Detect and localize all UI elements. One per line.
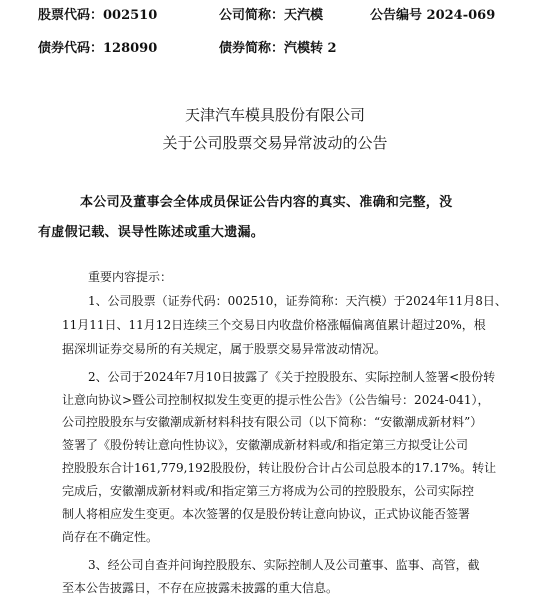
paragraph-2-line-8: 尚存在不确定性。 [62, 530, 159, 544]
paragraph-3-line-2: 至本公告披露日，不存在应披露未披露的重大信息。 [62, 581, 339, 595]
company-short-name: 公司简称：天汽模 [219, 8, 324, 23]
stock-code: 股票代码：002510 [38, 8, 158, 23]
header-row-2 [0, 38, 550, 60]
paragraph-3-line-1: 3、经公司自查并问询控股股东、实际控制人及公司董事、监事、高管，截 [88, 558, 480, 572]
paragraph-2-line-5: 控股股东合计161,779,192股股份，转让股份合计占公司总股本的17.17%。转让 [62, 461, 497, 475]
paragraph-2-line-6: 完成后，安徽潮成新材料或/和指定第三方将成为公司的控股股东，公司实际控 [62, 484, 475, 498]
bond-short-name: 债券简称：汽模转 2 [219, 41, 337, 56]
paragraph-1-line-2: 11月11日、11月12日连续三个交易日内收盘价格涨幅偏离值累计超过20%，根 [62, 318, 486, 332]
paragraph-2-line-7: 制人将相应发生变更。本次签署的仅是股份转让意向协议，正式协议能否签署 [62, 507, 471, 521]
paragraph-1-line-3: 据深圳证券交易所的有关规定，属于股票交易异常波动情况。 [62, 342, 387, 356]
announcement-title: 关于公司股票交易异常波动的公告 [162, 134, 388, 152]
assurance-statement-line-1: 本公司及董事会全体成员保证公告内容的真实、准确和完整，没 [80, 195, 453, 210]
paragraph-2-line-4: 签署了《股份转让意向性协议》，安徽潮成新材料或/和指定第三方拟受让公司 [62, 438, 469, 452]
company-title: 天津汽车模具股份有限公司 [184, 106, 365, 124]
announcement-number: 公告编号 2024-069 [370, 8, 496, 23]
paragraph-2-line-3: 公司控股股东与安徽潮成新材料科技有限公司（以下简称：“安徽潮成新材料”） [62, 415, 483, 429]
paragraph-1-line-1: 1、公司股票（证券代码：002510，证券简称：天汽模）于2024年11月8日、 [88, 294, 507, 308]
assurance-statement-line-2: 有虚假记载、误导性陈述或重大遗漏。 [38, 225, 265, 240]
key-points-heading: 重要内容提示： [88, 270, 173, 284]
paragraph-2-line-2: 让意向协议>暨公司控制权拟发生变更的提示性公告》（公告编号：2024-041）， [62, 393, 490, 407]
bond-code: 债券代码：128090 [38, 41, 158, 56]
header-row-1 [0, 5, 550, 27]
paragraph-2-line-1: 2、公司于2024年7月10日披露了《关于控股股东、实际控制人签署<股份转 [88, 370, 496, 384]
